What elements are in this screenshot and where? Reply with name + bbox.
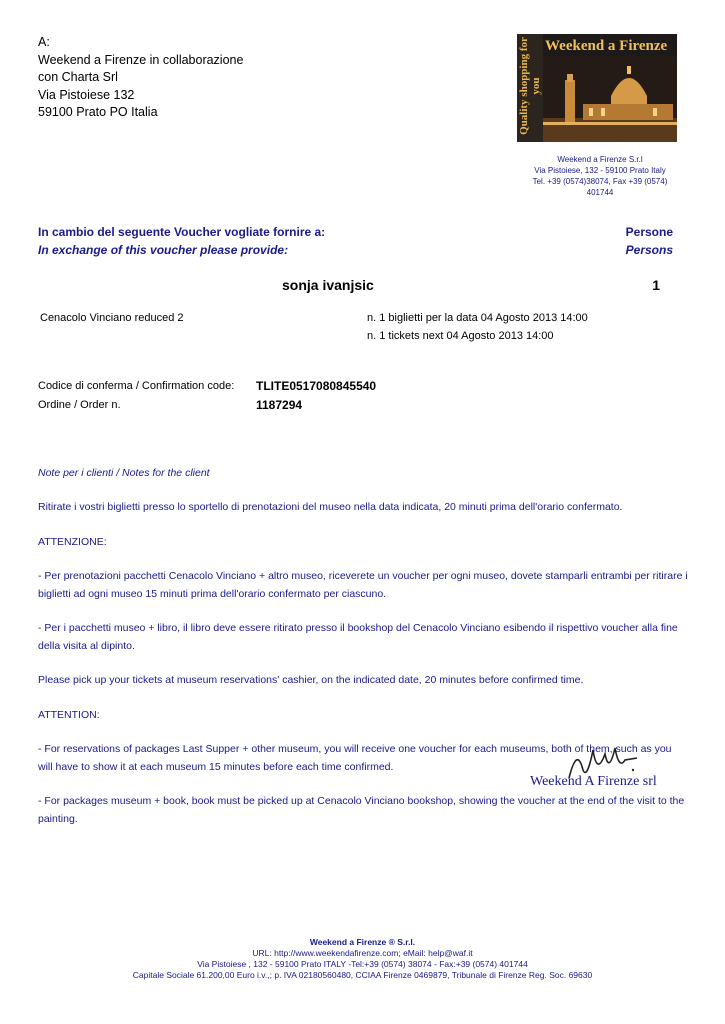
- persons-count: 1: [652, 277, 660, 293]
- persons-label-italian: Persone: [625, 225, 673, 239]
- header-english: In exchange of this voucher please provide:: [38, 243, 289, 257]
- persons-label-english: Persons: [625, 243, 673, 257]
- footer-company: Weekend a Firenze ® S.r.l.: [309, 937, 416, 947]
- logo-tagline: Quality shopping for you: [518, 37, 542, 135]
- footer-line: Via Pistoiese , 132 - 59100 Prato ITALY -Tel:+39 (0574) 38074 - Fax:+39 (0574) 401744: [197, 959, 528, 969]
- note-paragraph: Ritirate i vostri biglietti presso lo sportello di prenotazioni del museo nella data indicata, 20 minuti prima dell'orario confermato.: [38, 501, 623, 513]
- note-paragraph: - Per prenotazioni pacchetti Cenacolo Vinciano + altro museo, riceverete un voucher per ogni museo, dovete stamparli entrambi per ritirare i biglietti ad ogni museo 15 minuti prima dell'orario confermato per ciascuno.: [38, 570, 688, 600]
- address-line: Via Pistoiese 132: [38, 87, 135, 102]
- company-contact-small: [510, 154, 690, 198]
- item-name: Cenacolo Vinciano reduced 2: [40, 312, 184, 324]
- tickets-italian: n. 1 biglietti per la data 04 Agosto 2013 14:00: [367, 312, 588, 324]
- address-line: Weekend a Firenze in collaborazione: [38, 52, 244, 67]
- company-line: Weekend a Firenze S.r.l: [557, 155, 643, 164]
- logo-title: Weekend a Firenze: [545, 38, 668, 54]
- duomo-image: [543, 56, 677, 142]
- order-number-label: Ordine / Order n.: [38, 399, 121, 411]
- footer: [60, 937, 665, 981]
- address-line: con Charta Srl: [38, 70, 118, 84]
- note-paragraph: Please pick up your tickets at museum reservations' cashier, on the indicated date, 20 minutes before confirmed time.: [38, 674, 584, 686]
- recipient-address: [38, 34, 243, 122]
- confirmation-code-label: Codice di conferma / Confirmation code:: [38, 380, 235, 392]
- note-paragraph: - Per i pacchetti museo + libro, il libro deve essere ritirato presso il bookshop del Cenacolo Vinciano esibendo il rispettivo voucher alla fine della visita al dipinto.: [38, 622, 678, 652]
- address-line: 59100 Prato PO Italia: [38, 105, 158, 119]
- tickets-english: n. 1 tickets next 04 Agosto 2013 14:00: [367, 330, 554, 342]
- note-paragraph: ATTENTION:: [38, 709, 100, 721]
- address-line: A:: [38, 35, 50, 49]
- note-paragraph: - For packages museum + book, book must be picked up at Cenacolo Vinciano bookshop, showing the voucher at the end of the visit to the painting.: [38, 795, 685, 825]
- order-number: 1187294: [256, 398, 303, 412]
- note-paragraph: ATTENZIONE:: [38, 536, 107, 548]
- note-paragraph: - For reservations of packages Last Supper + other museum, you will receive one voucher for each museums, both of them, such as you will have to show it at each museum 15 minutes before each time confirmed.: [38, 743, 672, 773]
- header-italian: In cambio del seguente Voucher vogliate fornire a:: [38, 225, 326, 239]
- confirmation-code: TLITE0517080845540: [256, 379, 377, 393]
- company-line: Tel. +39 (0574)38074, Fax +39 (0574): [532, 177, 668, 186]
- notes-title: Note per i clienti / Notes for the client: [38, 467, 210, 479]
- footer-line: Capitale Sociale 61.200,00 Euro i.v.,; p. IVA 02180560480, CCIAA Firenze 0469879, Tribunale di Firenze Reg. Soc. 69630: [132, 970, 593, 980]
- customer-name: sonja ivanjsic: [282, 277, 374, 293]
- signature-company: Weekend A Firenze srl: [530, 774, 657, 789]
- footer-line: URL: http://www.weekendafirenze.com; eMail: help@waf.it: [252, 948, 473, 958]
- company-line: Via Pistoiese, 132 - 59100 Prato Italy: [534, 166, 666, 175]
- company-logo: [517, 34, 677, 142]
- company-line: 401744: [586, 188, 614, 197]
